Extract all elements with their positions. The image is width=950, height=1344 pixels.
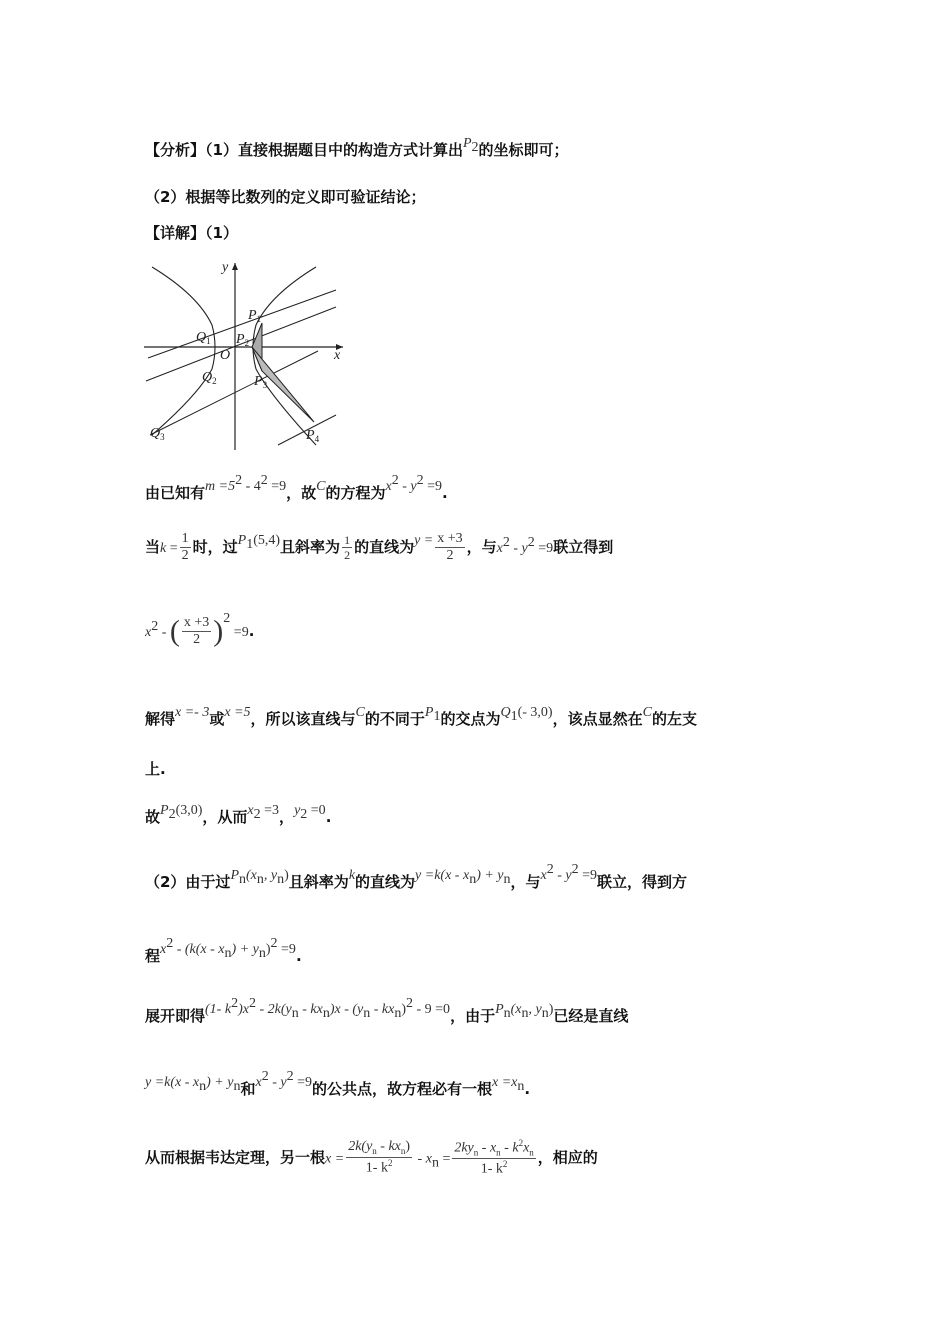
expansion-line: 展开即得(1- $k^2)x^2 - 2k(y_n - kx_n)x - (y_n - kx_n)^2 - 9 =0$，由于$P_n(x_n$, $y_n$)已经是直线 — [145, 996, 629, 1025]
label-q3: $Q_3$ — [150, 426, 165, 442]
common-point-line: $y =k(x - x_n) + y_n$和$x^2 - y^2 =9$的公共点，故方程必有一根$x =x_n$. — [145, 1069, 531, 1098]
p2-result-line: 故$P_2(3,0)$，从而$x_2 =3$，$y_2 =0$. — [145, 803, 332, 826]
substitution-equation: $x^2$ - ( $\frac{x +3}{2}$ )$^2$ =9. — [145, 611, 255, 648]
left-branch — [152, 267, 215, 435]
label-q2: $Q_2$ — [202, 370, 217, 386]
part2-line: （2）由于过$P_n(x_n$, $y_n$)且斜率为k的直线为$y =k(x - x_n) + y_n$，与$x^2 - y^2 =9$联立，得到方 — [145, 862, 688, 891]
solution-line-cont: 上. — [145, 760, 166, 778]
given-line: 由已知有$m =5^2 - 4^2 =9$，故C的方程为$x^2 - y^2 =9$. — [145, 473, 448, 502]
vieta-line: 从而根据韦达定理，另一根x = $\frac{2k(y_n - kx_n)}{1- k^2}$ - $x_n$ = $\frac{2ky_n - x_n - k^2x_n}{1- k^2}$ ，相应的 — [145, 1138, 598, 1178]
vieta-fraction-2: $\frac{2ky_n - x_n - k^2x_n}{1- k^2}$ — [454, 1138, 534, 1178]
label-q1: $Q_1$ — [196, 330, 211, 346]
label-p4: $P_4$ — [306, 428, 320, 444]
solution-line: 解得x =- 3或x =5，所以该直线与C的不同于$P_1$的交点为$Q_1(-$ 3,0)，该点显然在C的左支 — [145, 705, 697, 728]
part2-equation: 程$x^2 - (k(x - x_n) + y_n)^2 =9$. — [145, 936, 302, 965]
line-p1-q1 — [148, 290, 336, 358]
detail-heading: 【详解】（1） — [145, 224, 238, 242]
vieta-fraction-1: $\frac{2k(y_n - kx_n)}{1- k^2}$ — [348, 1139, 411, 1176]
label-y: y — [222, 260, 229, 275]
label-p3: $P_3$ — [254, 374, 268, 390]
label-p2: $P_2$ — [236, 332, 250, 348]
label-o: O — [220, 348, 231, 363]
analysis-line: 【分析】（1）直接根据题目中的构造方式计算出$P_2$的坐标即可； — [145, 136, 569, 159]
point-p2-label: $P_2$ — [462, 136, 479, 155]
hyperbola-figure — [138, 255, 353, 455]
label-p1: $P_1$ — [248, 308, 262, 324]
y-axis-arrow — [232, 263, 238, 270]
line-p3-q3 — [150, 351, 318, 435]
k-half-line: 当k = $\frac{1}{2}$ 时，过$P_1(5,4)$且斜率为 $\frac{1}{2}$ 的直线为y = $\frac{x +3}{2}$ ，与$x^2 - y^2 =9$联立得到 — [145, 531, 614, 563]
fraction-half: $\frac{1}{2}$ — [181, 531, 189, 563]
label-x: x — [334, 348, 341, 363]
analysis-line-2: （2）根据等比数列的定义即可验证结论； — [145, 188, 426, 206]
